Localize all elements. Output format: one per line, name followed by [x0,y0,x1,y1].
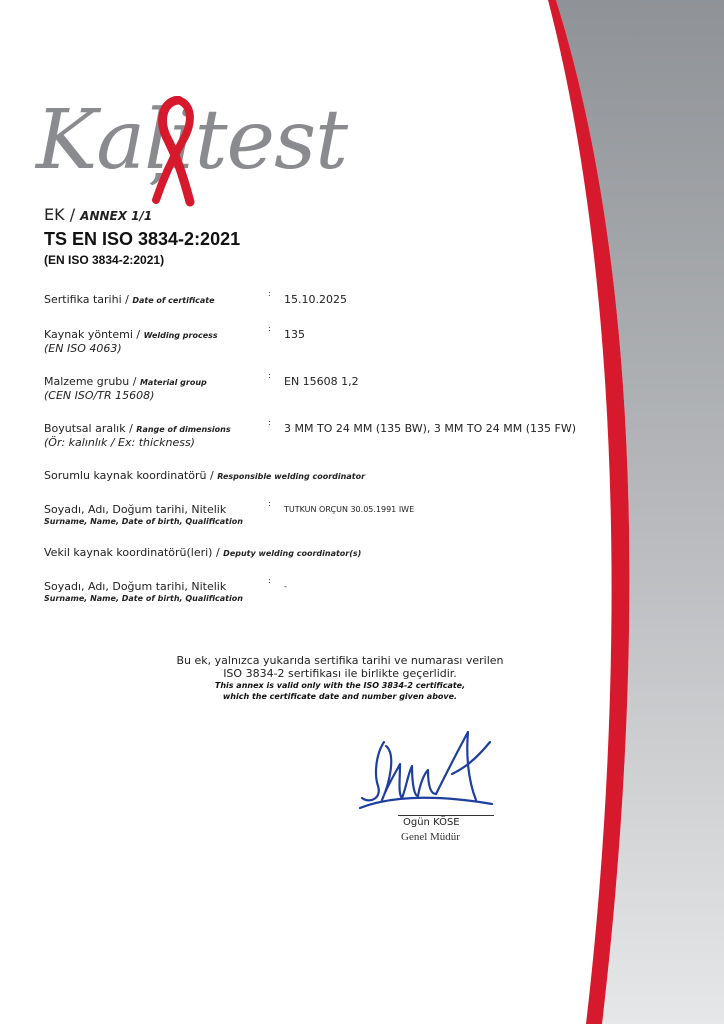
annex-en: ANNEX 1/1 [80,209,153,223]
deputy-heading [44,546,664,560]
section-heading [44,469,664,483]
standard-title: TS EN ISO 3834-2:2021 [44,229,241,249]
field-sublabel: Surname, Name, Date of birth, Qualification [44,594,243,603]
field-value: - [284,582,287,591]
colon: : [268,418,271,427]
field-value: TUTKUN ORÇUN 30.05.1991 IWE [284,505,415,514]
handwritten-signature [356,724,496,816]
red-ribbon-icon [148,96,200,208]
label-tr: Sorumlu kaynak koordinatörü / [44,469,218,482]
field-deputy [44,576,664,605]
colon: : [268,289,271,298]
field-material-group [44,371,664,402]
signatory-title: Genel Müdür [401,831,460,843]
label-en: Responsible welding coordinator [217,472,366,481]
standard-subtitle: (EN ISO 3834-2:2021) [44,253,165,267]
label-tr: Sertifika tarihi / [44,293,133,306]
validity-en-line1: This annex is valid only with the ISO 3834-2 certificate, [214,681,466,690]
field-label [44,328,664,342]
signatory-name: Ogün KÖSE [403,817,460,828]
field-welding-process [44,324,664,355]
kalitest-logo [36,86,366,206]
coordinator-heading [44,469,664,483]
label-en: Welding process [143,331,218,340]
colon: : [268,324,271,333]
colon: : [268,499,271,508]
label-tr: Malzeme grubu / [44,375,140,388]
field-sublabel: (Ör: kalınlık / Ex: thickness) [44,436,195,449]
label-en: Deputy welding coordinator(s) [223,549,362,558]
validity-statement [140,654,540,702]
validity-en-line2: which the certificate date and number given above. [222,692,458,701]
annex-heading [44,205,152,224]
field-value: EN 15608 1,2 [284,375,359,388]
field-sublabel: (EN ISO 4063) [44,342,122,355]
field-range-of-dimensions [44,418,664,449]
logo-wordmark: Kaļitest [36,93,348,188]
field-value: 3 MM TO 24 MM (135 BW), 3 MM TO 24 MM (135 FW) [284,422,577,435]
field-date-of-certificate [44,289,664,307]
colon: : [268,371,271,380]
label-en: Range of dimensions [136,425,231,434]
validity-tr-line2: ISO 3834-2 sertifikası ile birlikte geçerlidir. [223,667,457,680]
label-tr: Boyutsal aralık / [44,422,137,435]
label-tr: Vekil kaynak koordinatörü(leri) / [44,546,224,559]
field-label [44,293,664,307]
label-en: Date of certificate [132,296,215,305]
field-coordinator [44,499,664,528]
signature-line [398,815,494,816]
validity-tr-line1: Bu ek, yalnızca yukarıda sertifika tarihi ve numarası verilen [176,654,504,667]
field-value: 135 [284,328,305,341]
label-tr: Kaynak yöntemi / [44,328,144,341]
colon: : [268,576,271,585]
field-label: Soyadı, Adı, Doğum tarihi, Nitelik [44,503,227,516]
section-heading [44,546,664,560]
field-sublabel: Surname, Name, Date of birth, Qualification [44,517,243,526]
field-sublabel: (CEN ISO/TR 15608) [44,389,155,402]
field-label: Soyadı, Adı, Doğum tarihi, Nitelik [44,580,227,593]
field-value: 15.10.2025 [284,293,347,306]
annex-tr: EK / [44,205,81,224]
label-en: Material group [139,378,207,387]
